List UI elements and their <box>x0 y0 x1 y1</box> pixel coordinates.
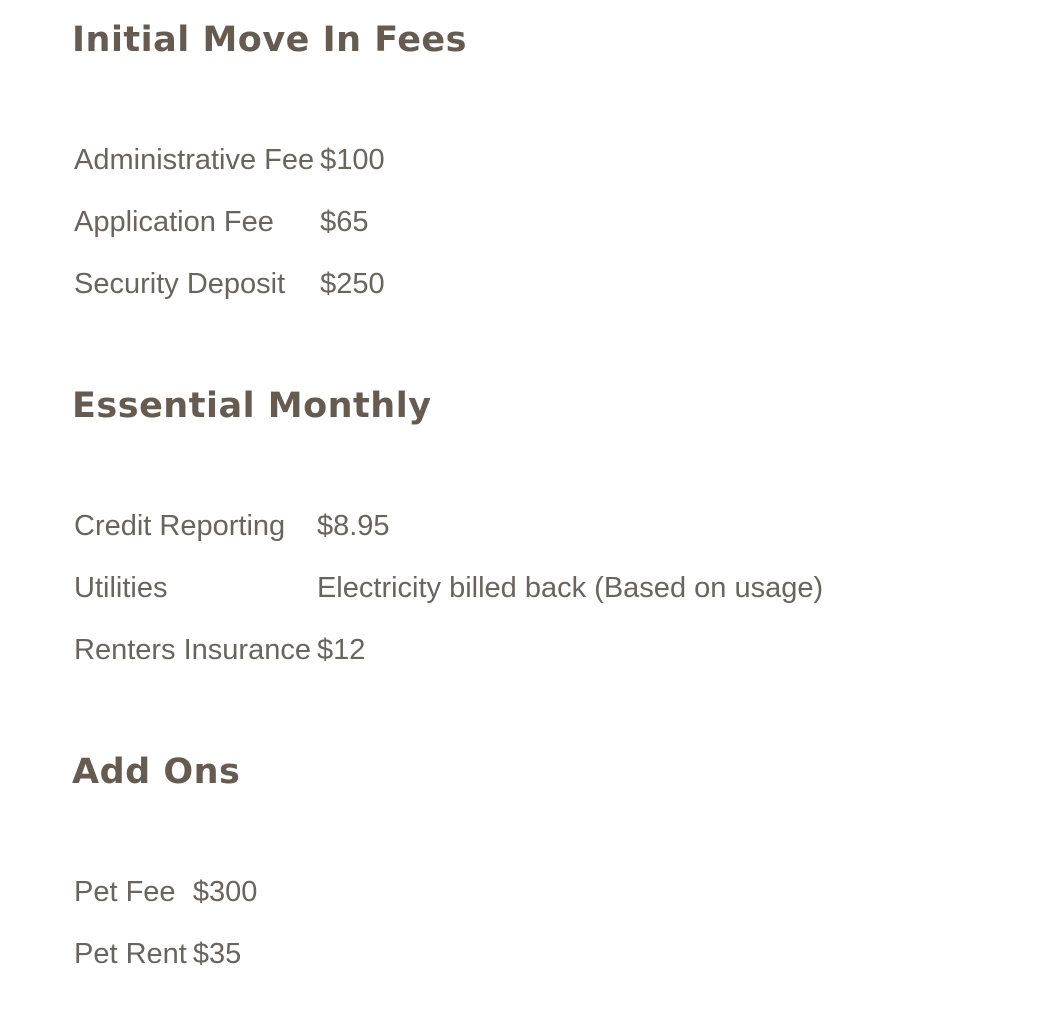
table-row <box>74 557 823 619</box>
fee-value: $65 <box>320 205 369 238</box>
table-row <box>74 129 385 191</box>
fee-value: $8.95 <box>316 509 390 542</box>
fee-label: Pet Fee <box>74 875 176 908</box>
fee-label: Utilities <box>74 571 168 604</box>
table-row <box>74 861 257 923</box>
fee-label: Application Fee <box>74 205 274 238</box>
table-row <box>74 253 385 315</box>
fee-label: Credit Reporting <box>74 509 286 542</box>
fee-value: $12 <box>316 633 366 666</box>
fee-value: Electricity billed back (Based on usage) <box>316 571 824 604</box>
add-ons-table <box>74 861 257 985</box>
fee-label: Renters Insurance <box>74 633 311 666</box>
section-title-initial-move-in-fees: Initial Move In Fees <box>72 20 467 60</box>
fee-value: $300 <box>192 875 258 908</box>
table-row <box>74 495 823 557</box>
essential-monthly-table <box>74 495 823 681</box>
table-row <box>74 191 385 253</box>
fee-value: $250 <box>320 267 385 300</box>
table-row <box>74 923 257 985</box>
table-row <box>74 619 823 681</box>
fee-label: Security Deposit <box>74 267 286 300</box>
fee-value: $35 <box>192 937 242 970</box>
fee-label: Pet Rent <box>74 937 187 970</box>
section-title-essential-monthly: Essential Monthly <box>72 386 432 426</box>
fee-label: Administrative Fee <box>74 143 315 176</box>
initial-move-in-fees-table <box>74 129 385 315</box>
fee-value: $100 <box>320 143 385 176</box>
section-title-add-ons: Add Ons <box>72 752 241 792</box>
